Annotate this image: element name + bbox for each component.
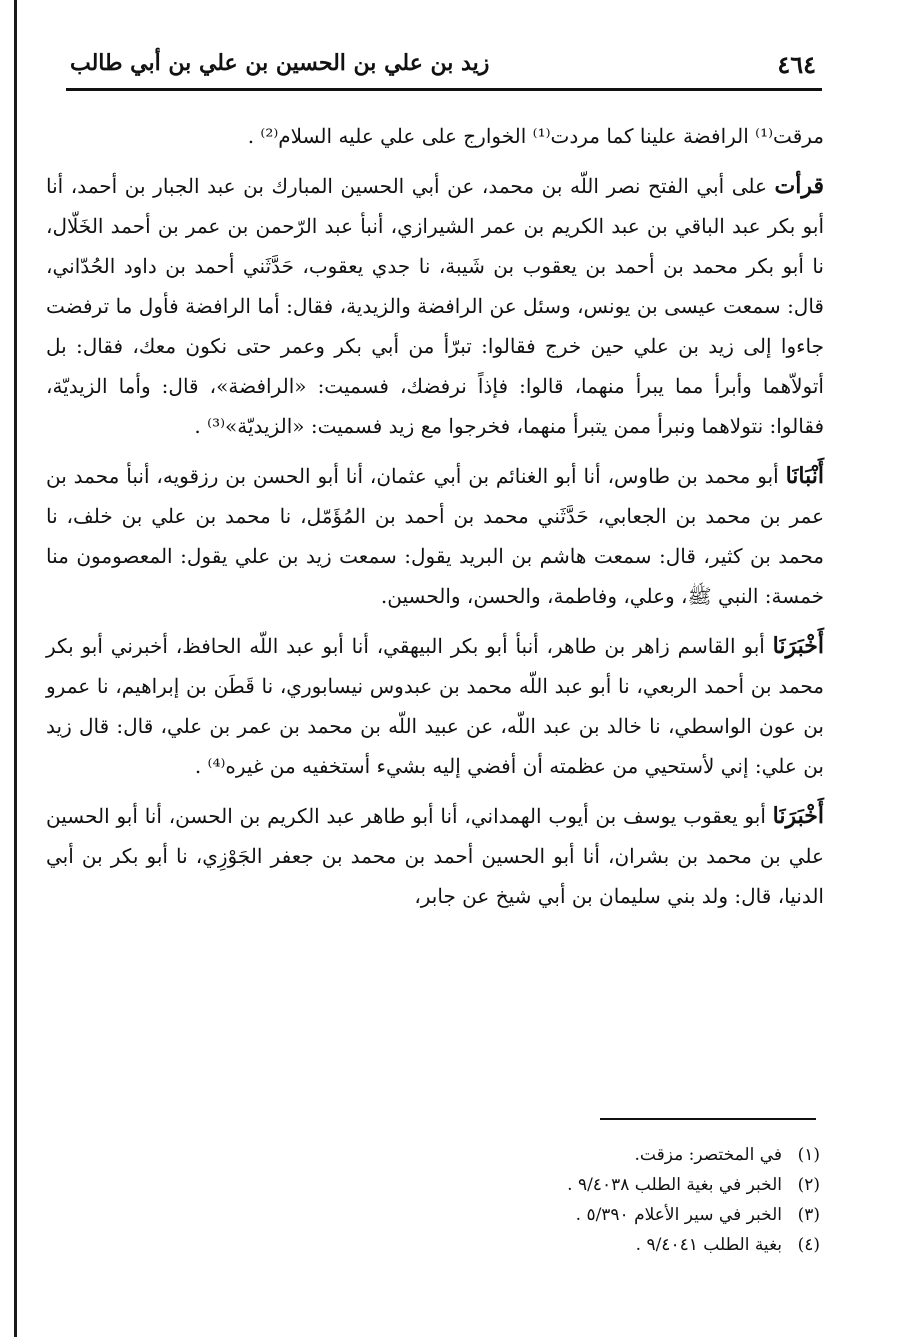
footnote-text: بغية الطلب ٩/٤٠٤١ .	[635, 1235, 782, 1255]
main-text	[46, 116, 824, 926]
page-edge-line	[14, 0, 17, 1337]
footnote-text: الخبر في سير الأعلام ٥/٣٩٠ .	[575, 1205, 782, 1225]
paragraph-4	[46, 626, 824, 786]
paragraph-text: على أبي الفتح نصر اللّه بن محمد، عن أبي الحسين المبارك بن عبد الجبار بن أحمد، أنا أبو بكر عبد الباقي بن عبد الكريم بن عمر الشيرازي، أنبأ عبد الرّحمن بن عمر بن أحمد الخَلّال، نا أبو بكر محمد بن أحمد بن يعقوب بن شَيبة، نا جدي يعقوب، حَدَّثَني أحمد بن داود الحُدّاني، قال: سمعت عيسى بن يونس، وسئل عن الرافضة والزيدية، فقال: أما الرافضة فأول ما ترفضت جاءوا إلى زيد بن علي حين خرج فقالوا: تبرّأ من أبي بكر وعمر حتى نكون معك، فقال: بل أتولاّهما وأبرأ مما يبرأ منهما، قالوا: فإذاً نرفضك، فسميت: «الرافضة»، قال: وأما الزيديّة، فقالوا: نتولاهما ونبرأ ممن يتبرأ منهما، فخرجوا مع زيد فسميت: «الزيديّة»⁽³⁾ .	[46, 174, 825, 438]
page-number: ٤٦٤	[777, 50, 816, 79]
footnote-number: (١)	[797, 1145, 820, 1165]
paragraph-5	[46, 796, 824, 916]
paragraph-1	[46, 116, 824, 156]
paragraph-lead: أَخْبَرَنَا	[772, 803, 824, 829]
footnote-number: (٣)	[797, 1205, 820, 1225]
footnote-2	[420, 1170, 820, 1200]
footnote-4	[420, 1230, 820, 1260]
footnotes	[420, 1140, 820, 1260]
footnote-text: الخبر في بغية الطلب ٩/٤٠٣٨ .	[567, 1175, 782, 1195]
header-rule	[66, 88, 822, 91]
paragraph-lead: قرأت	[774, 173, 824, 199]
footnote-number: (٢)	[797, 1175, 820, 1195]
page-header	[66, 48, 822, 88]
paragraph-text: أبو يعقوب يوسف بن أيوب الهمداني، أنا أبو طاهر عبد الكريم بن الحسن، أنا أبو الحسين علي بن محمد بن بشران، أنا أبو الحسين أحمد بن محمد بن جعفر الجَوْزِي، نا أبو بكر بن أبي الدنيا، قال: ولد بني سليمان بن أبي شيخ عن جابر،	[46, 804, 824, 908]
footnote-rule	[600, 1118, 816, 1120]
footnote-number: (٤)	[797, 1235, 820, 1255]
footnote-1	[420, 1140, 820, 1170]
paragraph-lead: أَخْبَرَنَا	[772, 633, 824, 659]
paragraph-text: أبو القاسم زاهر بن طاهر، أنبأ أبو بكر البيهقي، أنا أبو عبد اللّه الحافظ، أخبرني أبو بكر محمد بن أحمد الربعي، نا أبو عبد اللّه محمد بن عبدوس نيسابوري، نا قَطَن بن إبراهيم، نا عمرو بن عون الواسطي، نا خالد بن عبد اللّه، عن عبيد اللّه بن محمد بن عمر بن علي، قال: قال زيد بن علي: إني لأستحيي من عظمته أن أفضي إليه بشيء أستخفيه من غيره⁽⁴⁾ .	[46, 634, 824, 778]
footnote-text: في المختصر: مزقت.	[634, 1145, 782, 1165]
paragraph-text: أبو محمد بن طاوس، أنا أبو الغنائم بن أبي عثمان، أنا أبو الحسن بن رزقويه، أنبأ محمد بن عمر بن محمد بن الجعابي، حَدَّثَني محمد بن أحمد بن المُؤَمّل، نا محمد بن علي بن خلف، نا محمد بن كثير، قال: سمعت هاشم بن البريد يقول: سمعت زيد بن علي يقول: المعصومون منا خمسة: النبي ﷺ، وعلي، وفاطمة، والحسن، والحسين.	[46, 464, 824, 608]
paragraph-3	[46, 456, 824, 616]
paragraph-2	[46, 166, 824, 446]
running-title: زيد بن علي بن الحسين بن علي بن أبي طالب	[70, 50, 490, 76]
footnote-3	[420, 1200, 820, 1230]
paragraph-text: مرقت⁽¹⁾ الرافضة علينا كما مردت⁽¹⁾ الخوارج على علي عليه السلام⁽²⁾ .	[247, 124, 824, 148]
paragraph-lead: أَنْبَانَا	[785, 463, 824, 489]
